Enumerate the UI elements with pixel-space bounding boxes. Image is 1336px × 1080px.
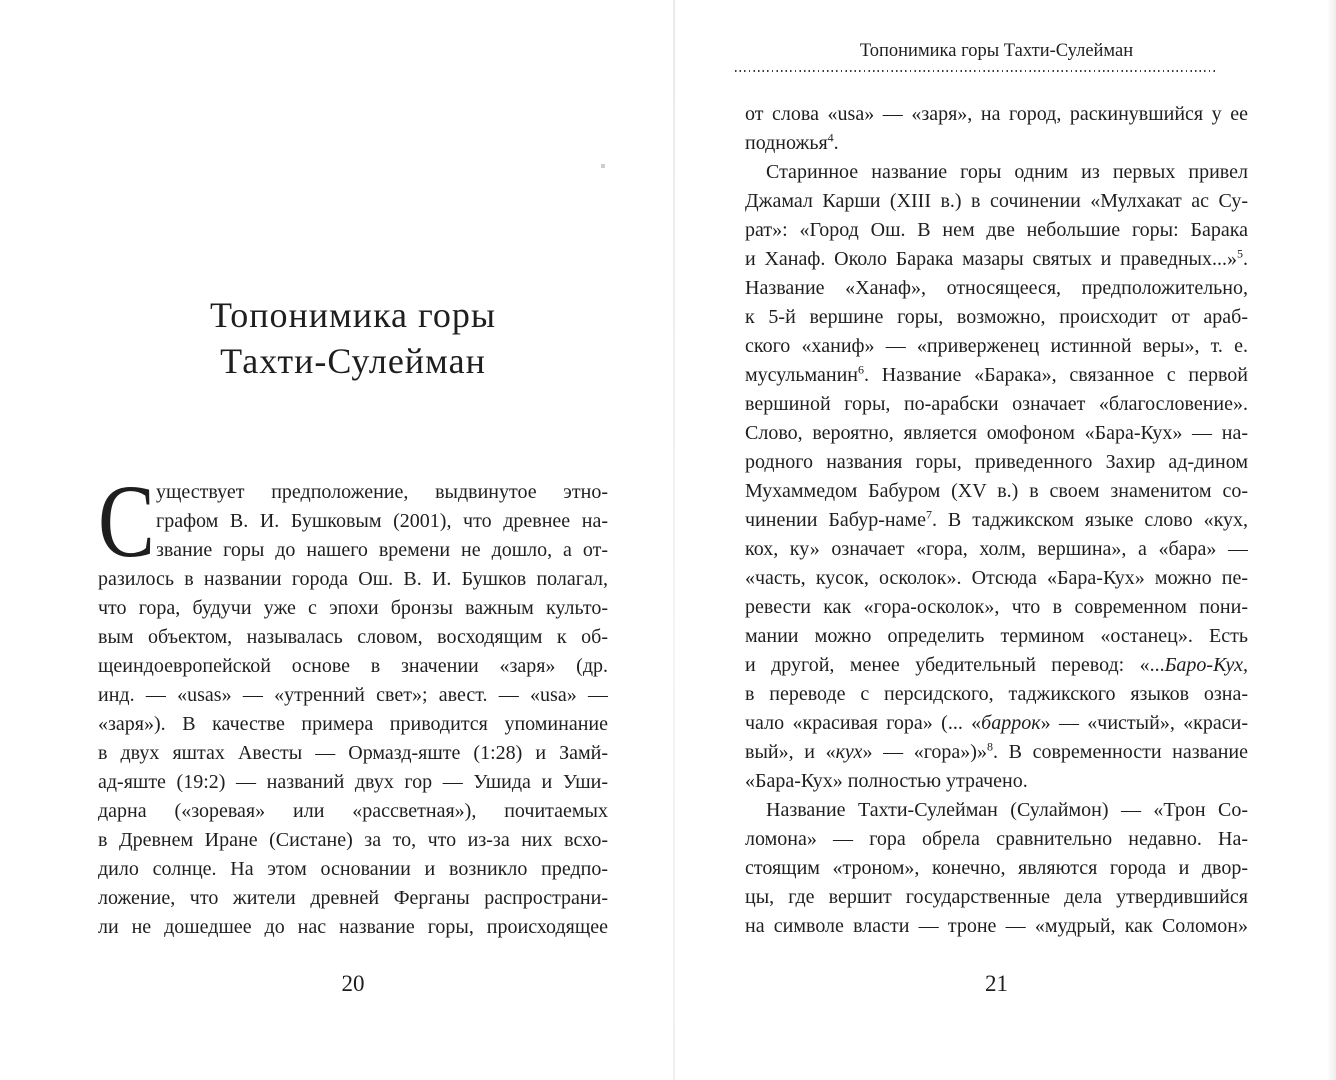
text-line: и другой, менее убедительный перевод: «...Баро-Кух, <box>745 654 1248 676</box>
text-line: «Бара-Кух» полностью утрачено. <box>745 770 1028 792</box>
chapter-title <box>98 292 608 384</box>
text-line: Название «Ханаф», относящееся, предположительно, <box>745 277 1248 299</box>
text-line: ли не дошедшее до нас название горы, происходящее <box>98 916 608 938</box>
text-line: подножья$^4$. <box>745 130 839 154</box>
text-line: уществует предположение, выдвинутое этно- <box>156 481 608 503</box>
text-line: кох, ку» означает «гора, холм, вершина», а «бара» — <box>745 538 1248 560</box>
left-page-number: 20 <box>341 971 365 996</box>
text-line: вый», и «кух» — «гора»)»$^8$. В современности название <box>745 739 1248 763</box>
right-page <box>745 0 1248 1080</box>
text-line: инд. — «usas» — «утренний свет»; авест. — «usa» — <box>98 684 608 706</box>
text-line: цы, где вершит государственные дела утвердившийся <box>745 886 1248 908</box>
text-line: «часть, кусок, осколок». Отсюда «Бара-Кух» можно пе- <box>745 567 1248 589</box>
text-line: щеиндоевропейской основе в значении «заря» (др. <box>98 655 608 677</box>
text-line: чало «красивая гора» (... «баррок» — «чистый», «краси- <box>745 712 1248 734</box>
text-line: рат»: «Город Ош. В нем две небольшие горы: Барака <box>745 219 1248 241</box>
text-line: вершиной горы, по-арабски означает «благословение». <box>745 393 1248 415</box>
text-line: ложение, что жители древней Ферганы распространи- <box>98 887 608 909</box>
text-line: в переводе с персидского, таджикского языков озна- <box>745 683 1248 705</box>
chapter-title-line-2: Тахти-Сулейман <box>220 341 486 381</box>
spine-divider <box>673 0 675 1080</box>
text-line: мусульманин$^6$. Название «Барака», связанное с первой <box>745 362 1248 386</box>
text-line: мании можно определить термином «останец». Есть <box>745 625 1248 647</box>
text-line: чинении Бабур-наме$^7$. В таджикском языке слово «кух, <box>745 507 1248 531</box>
text-line: вым объектом, называлась словом, восходящим к об- <box>98 626 608 648</box>
text-line: Название Тахти-Сулейман (Сулаймон) — «Трон Со- <box>766 799 1248 821</box>
text-line: ского «ханиф» — «приверженец истинной веры», т. е. <box>745 335 1248 357</box>
text-line: к 5-й вершине горы, возможно, происходит от араб- <box>745 306 1248 328</box>
text-line: графом В. И. Бушковым (2001), что древнее на- <box>156 510 608 532</box>
text-line: в двух яштах Авесты — Ормазд-яште (1:28) и Замй- <box>98 742 608 764</box>
text-line: Мухаммедом Бабуром (XV в.) в своем знаменитом со- <box>745 480 1248 502</box>
text-line: разилось в названии города Ош. В. И. Бушков полагал, <box>98 568 608 590</box>
text-line: ломона» — гора обрела сравнительно недавно. На- <box>745 828 1248 850</box>
text-line: Слово, вероятно, является омофоном «Бара-Кух» — на- <box>745 422 1248 444</box>
text-line: ревести как «гора-осколок», что в современном пони- <box>745 596 1248 618</box>
text-line: на символе власти — троне — «мудрый, как Соломон» <box>745 915 1248 937</box>
text-line: Джамал Карши (XIII в.) в сочинении «Мулхакат ас Су- <box>745 190 1248 212</box>
text-line: что гора, будучи уже с эпохи бронзы важным культо- <box>98 597 608 619</box>
page-edge-shadow <box>1327 0 1336 1080</box>
text-line: в Древнем Иране (Систане) за то, что из-за них всхо- <box>98 829 608 851</box>
left-page <box>98 0 608 1080</box>
text-line: стоящим «троном», конечно, являются города и двор- <box>745 857 1248 879</box>
right-page-body <box>745 100 1248 941</box>
text-line: родного названия горы, приведенного Захир ад-дином <box>745 451 1248 473</box>
header-dotted-rule <box>735 70 1215 72</box>
chapter-title-line-1: Топонимика горы <box>209 295 497 335</box>
text-line: дарна («зоревая» или «рассветная»), почитаемых <box>98 800 608 822</box>
right-page-number: 21 <box>985 971 1008 996</box>
drop-cap: С <box>98 464 155 579</box>
text-line: звание горы до нашего времени не дошло, а от- <box>156 539 608 561</box>
text-line: дило солнце. На этом основании и возникло предпо- <box>98 858 608 880</box>
text-line: и Ханаф. Около Барака мазары святых и праведных...»$^5$. <box>745 246 1248 270</box>
running-header: Топонимика горы Тахти-Сулейман <box>859 41 1134 61</box>
text-line: «заря»). В качестве примера приводится упоминание <box>98 713 608 735</box>
text-line: Старинное название горы одним из первых привел <box>766 161 1248 183</box>
text-line: от слова «usa» — «заря», на город, раскинувшийся у ее <box>745 103 1248 125</box>
text-line: ад-яште (19:2) — названий двух гор — Ушида и Уши- <box>98 771 608 793</box>
left-page-body <box>98 464 608 942</box>
